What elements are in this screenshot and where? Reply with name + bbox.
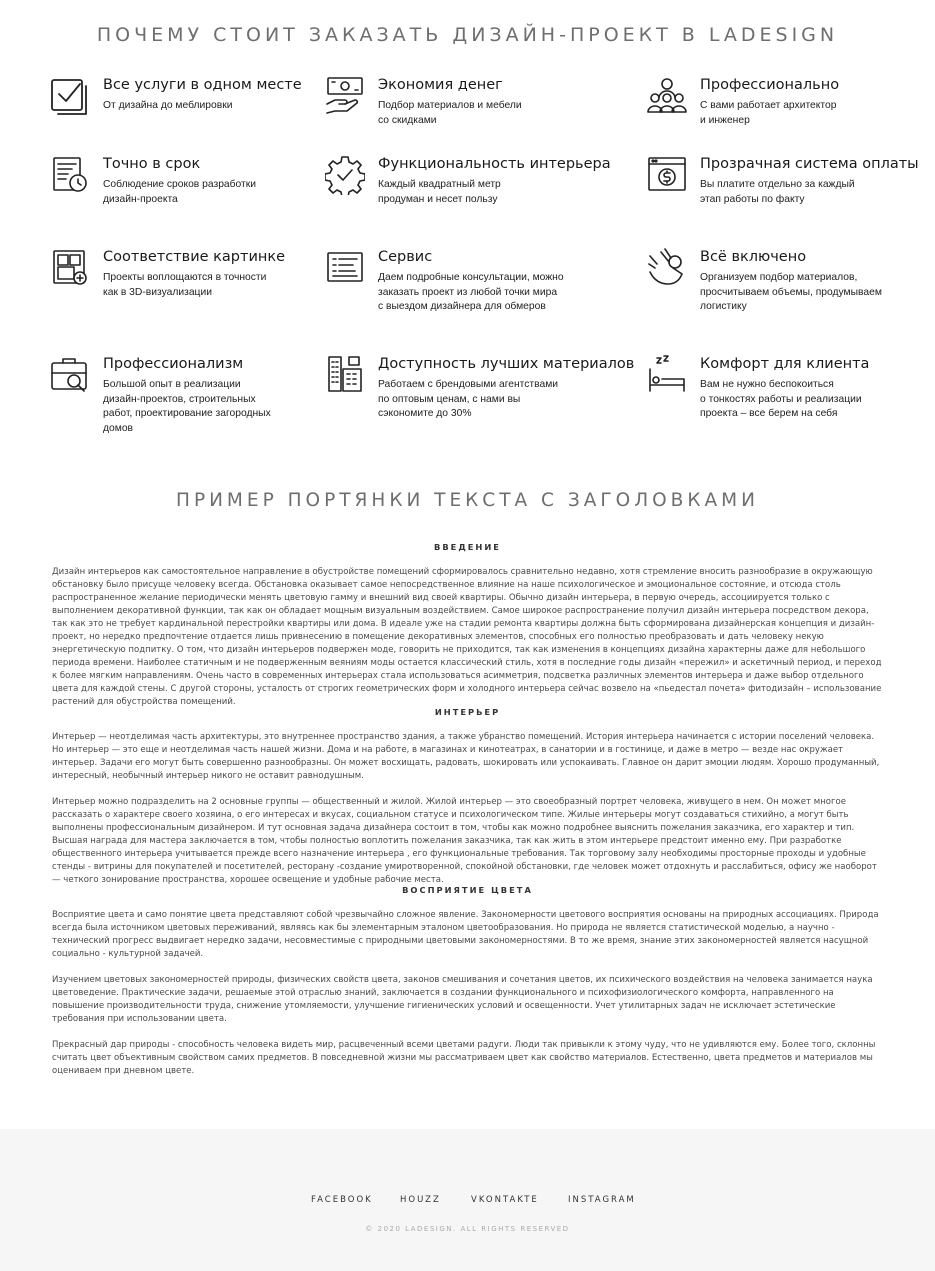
gear-check-icon <box>325 155 365 195</box>
feature-description: Большой опыт в реализации дизайн-проектов, строительных работ, проектирование загородных домов <box>103 379 271 434</box>
article-intro <box>52 542 883 708</box>
feature-title: Экономия денег <box>378 77 503 93</box>
feature-title: Всё включено <box>700 249 807 265</box>
service-list-icon <box>325 248 365 288</box>
facebook-link[interactable]: FACEBOOK <box>311 1195 373 1205</box>
instagram-link[interactable]: INSTAGRAM <box>568 1195 636 1205</box>
feature-title: Профессионализм <box>103 356 244 372</box>
feature-description: От дизайна до меблировки <box>103 100 233 111</box>
feature-description: Подбор материалов и мебели со скидками <box>378 100 522 126</box>
intro-heading: ВВЕДЕНИЕ <box>434 542 501 552</box>
payment-window-icon <box>647 155 687 195</box>
vkontakte-link[interactable]: VKONTAKTE <box>471 1195 539 1205</box>
feature-description: Проекты воплощаются в точности как в 3D-визуализации <box>103 272 267 298</box>
feature-title: Все услуги в одном месте <box>103 77 302 93</box>
feature-title: Соответствие картинке <box>103 249 286 265</box>
money-hand-icon <box>325 76 365 116</box>
feature-description: Соблюдение сроков разработки дизайн-проекта <box>103 179 257 205</box>
feature-description: Каждый квадратный метр продуман и несет пользу <box>378 179 501 205</box>
feature-description: Работаем с брендовыми агентствами по оптовым ценам, с нами вы сэкономите до 30% <box>378 379 559 419</box>
feature-title: Прозрачная система оплаты <box>700 156 919 172</box>
why-section-title: ПОЧЕМУ СТОИТ ЗАКАЗАТЬ ДИЗАЙН-ПРОЕКТ В LADESIGN <box>96 24 839 46</box>
ok-hand-icon <box>647 248 687 288</box>
buildings-icon <box>325 355 365 395</box>
article-interior <box>52 707 883 886</box>
color-paragraph-3: Прекрасный дар природы - способность человека видеть мир, расцвеченный всеми цветами радуги. Люди так привыкли к этому чуду, что не удивляются ему. Более того, склонны считать цвет объективным свойством самих предметов. В повседневной жизни мы рассматриваем цвет как свойство материалов. Естественно, цвета предметов и материалов мы оцениваем при дневном цвете. <box>52 1039 876 1076</box>
interior-heading: ИНТЕРЬЕР <box>434 707 501 717</box>
document-clock-icon <box>50 155 90 195</box>
feature-title: Точно в срок <box>103 156 201 172</box>
feature-description: Организуем подбор материалов, просчитываем объемы, продумываем логистику <box>700 272 882 312</box>
feature-description: Даем подробные консультации, можно заказать проект из любой точки мира с выездом дизайнера для обмеров <box>378 272 564 312</box>
feature-title: Сервис <box>378 249 433 265</box>
feature-title: Комфорт для клиента <box>700 356 870 372</box>
feature-title: Доступность лучших материалов <box>378 356 635 372</box>
copyright: © 2020 LADESIGN. ALL RIGHTS RESERVED <box>365 1225 570 1233</box>
blueprint-icon <box>50 248 90 288</box>
houzz-link[interactable]: HOUZZ <box>400 1195 441 1205</box>
footer <box>0 1129 935 1271</box>
article-title: ПРИМЕР ПОРТЯНКИ ТЕКСТА С ЗАГОЛОВКАМИ <box>176 490 759 511</box>
color-paragraph-1: Восприятие цвета и само понятие цвета представляют собой чрезвычайно сложное явление. Закономерности цветового восприятия основаны на природных ассоциациях. Природа всегда была источником цветовых переживаний, являясь как бы элементарным эталоном цветообразования. Но природа не является статистической моделью, а научно - технический прогресс выдвигает нередко задачи, несовместимые с природными цветовыми закономерностями. В то же время, знание этих закономерностей является насущной социально - культурной задачей. <box>52 910 879 959</box>
color-paragraph-2: Изучением цветовых закономерностей природы, физических свойств цвета, законов смешивания и сочетания цветов, их психического воздействия на человека занимается наука цветоведение. Практические задачи, решаемые этой отраслью знаний, заключается в создании функционального и психофизиологического комфорта, направленного на повышение производительности труда, снижение утомляемости, улучшение гигиенических условий и освещенности. Учет утилитарных задач не исключает эстетические требования при использовании цвета. <box>52 974 873 1024</box>
interior-paragraph-2: Интерьер можно подразделить на 2 основные группы — общественный и жилой. Жилой интерьер — это своеобразный портрет человека, живущего в нем. Он может многое рассказать о характере своего хозяина, о его интересах и вкусах, социальном статусе и психологическом типе. Жилые интерьеры могут создаваться стихийно, а могут быть выполнены профессиональным дизайнером. И тут основная задача дизайнера состоит в том, чтобы как можно подробнее выяснить пожелания заказчика, его характер и тип. Высшая награда для мастера заключается в том, чтобы полностью воплотить пожелания заказчика, так как жить в этом интерьере предстоит именно ему. При разработке общественного интерьера учитывается прежде всего назначение интерьера , его функциональные требования. Так торговому залу необходимы просторные проходы и удобные стенды - витрины для покупателей и посетителей, ресторану -создание умиротворенной, спокойной обстановки, где человек может отдохнуть и расслабиться, офису же наоборот — четкого зонирование пространства, хорошее освещение и удобные рабочие места. <box>52 796 877 885</box>
interior-paragraph-1: Интерьер — неотделимая часть архитектуры, это внутреннее пространство здания, а также убранство помещений. История интерьера начинается с истории поселений человека. Но интерьер — это еще и неотделимая часть нашей жизни. Дома и на работе, в магазинах и кинотеатрах, в санатории и в гостинице, и даже в метро — везде нас окружает интерьер. Задачи его могут быть совершенно разнообразны. Он может восхищать, радовать, шокировать или успокаивать. Главное он дарит эмоции людям. Хорошо продуманный, интересный, необычный интерьер никого не оставит равнодушным. <box>52 732 880 781</box>
checkbox-icon <box>50 76 90 116</box>
team-icon <box>647 76 687 116</box>
feature-description: С вами работает архитектор и инженер <box>700 100 837 126</box>
feature-description: Вам не нужно беспокоиться о тонкостях работы и реализации проекта – все берем на себя <box>700 379 862 419</box>
briefcase-search-icon <box>50 355 90 395</box>
article-color <box>52 885 883 1077</box>
feature-title: Функциональность интерьера <box>378 156 611 172</box>
color-heading: ВОСПРИЯТИЕ ЦВЕТА <box>402 885 533 895</box>
sleeping-bed-icon <box>647 355 687 395</box>
intro-paragraph: Дизайн интерьеров как самостоятельное направление в обустройстве помещений сформировалось сравнительно недавно, хотя стремление вносить разнообразие в окружающую обстановку было присуще человеку всегда. Обстановка оказывает самое непосредственное влияние на наше психологическое и эмоциональное состояние, и отсюда столь распространенное желание периодически менять цветовую гамму и внешний вид своей квартиры. Обычно дизайн интерьера, в первую очередь, ассоциируется только с выполнением декоративной функции, так как он обладает мощным визуальным воздействием. Самое широкое распространение получил дизайн интерьера посредством декора, так как это не требует кардинальной перестройки квартиры или дома. В идеале уже на стадии ремонта квартиры должна быть сформирована дизайнерская концепция и дизайн-проект, но нередко предпочтение отдается лишь привнесению в помещение декоративных элементов, способных его полностью преобразовать и дать человеку некую энергетическую подпитку. О том, что дизайн интерьеров подвержен моде, говорить не приходится, так как изменения в концепциях дизайна характерны даже для небольшого периода времени. Наиболее статичным и не подверженным веяниям моды остается классический стиль, хотя в последние годы дизайн «пережил» и аскетичный период, и переход к более мягким направлениям. Очень часто в современных интерьерах стала использоваться асимметрия, подсветка различных элементов интерьера и даже выбор отдельного цвета для каждой стены. С другой стороны, усталость от строгих геометрических форм и холодного интерьера сейчас возвело на «пьедестал почета» фитодизайн – использование растений для обустройства помещений. <box>52 567 882 707</box>
feature-description: Вы платите отдельно за каждый этап работы по факту <box>700 179 855 205</box>
feature-title: Профессионально <box>700 77 840 93</box>
